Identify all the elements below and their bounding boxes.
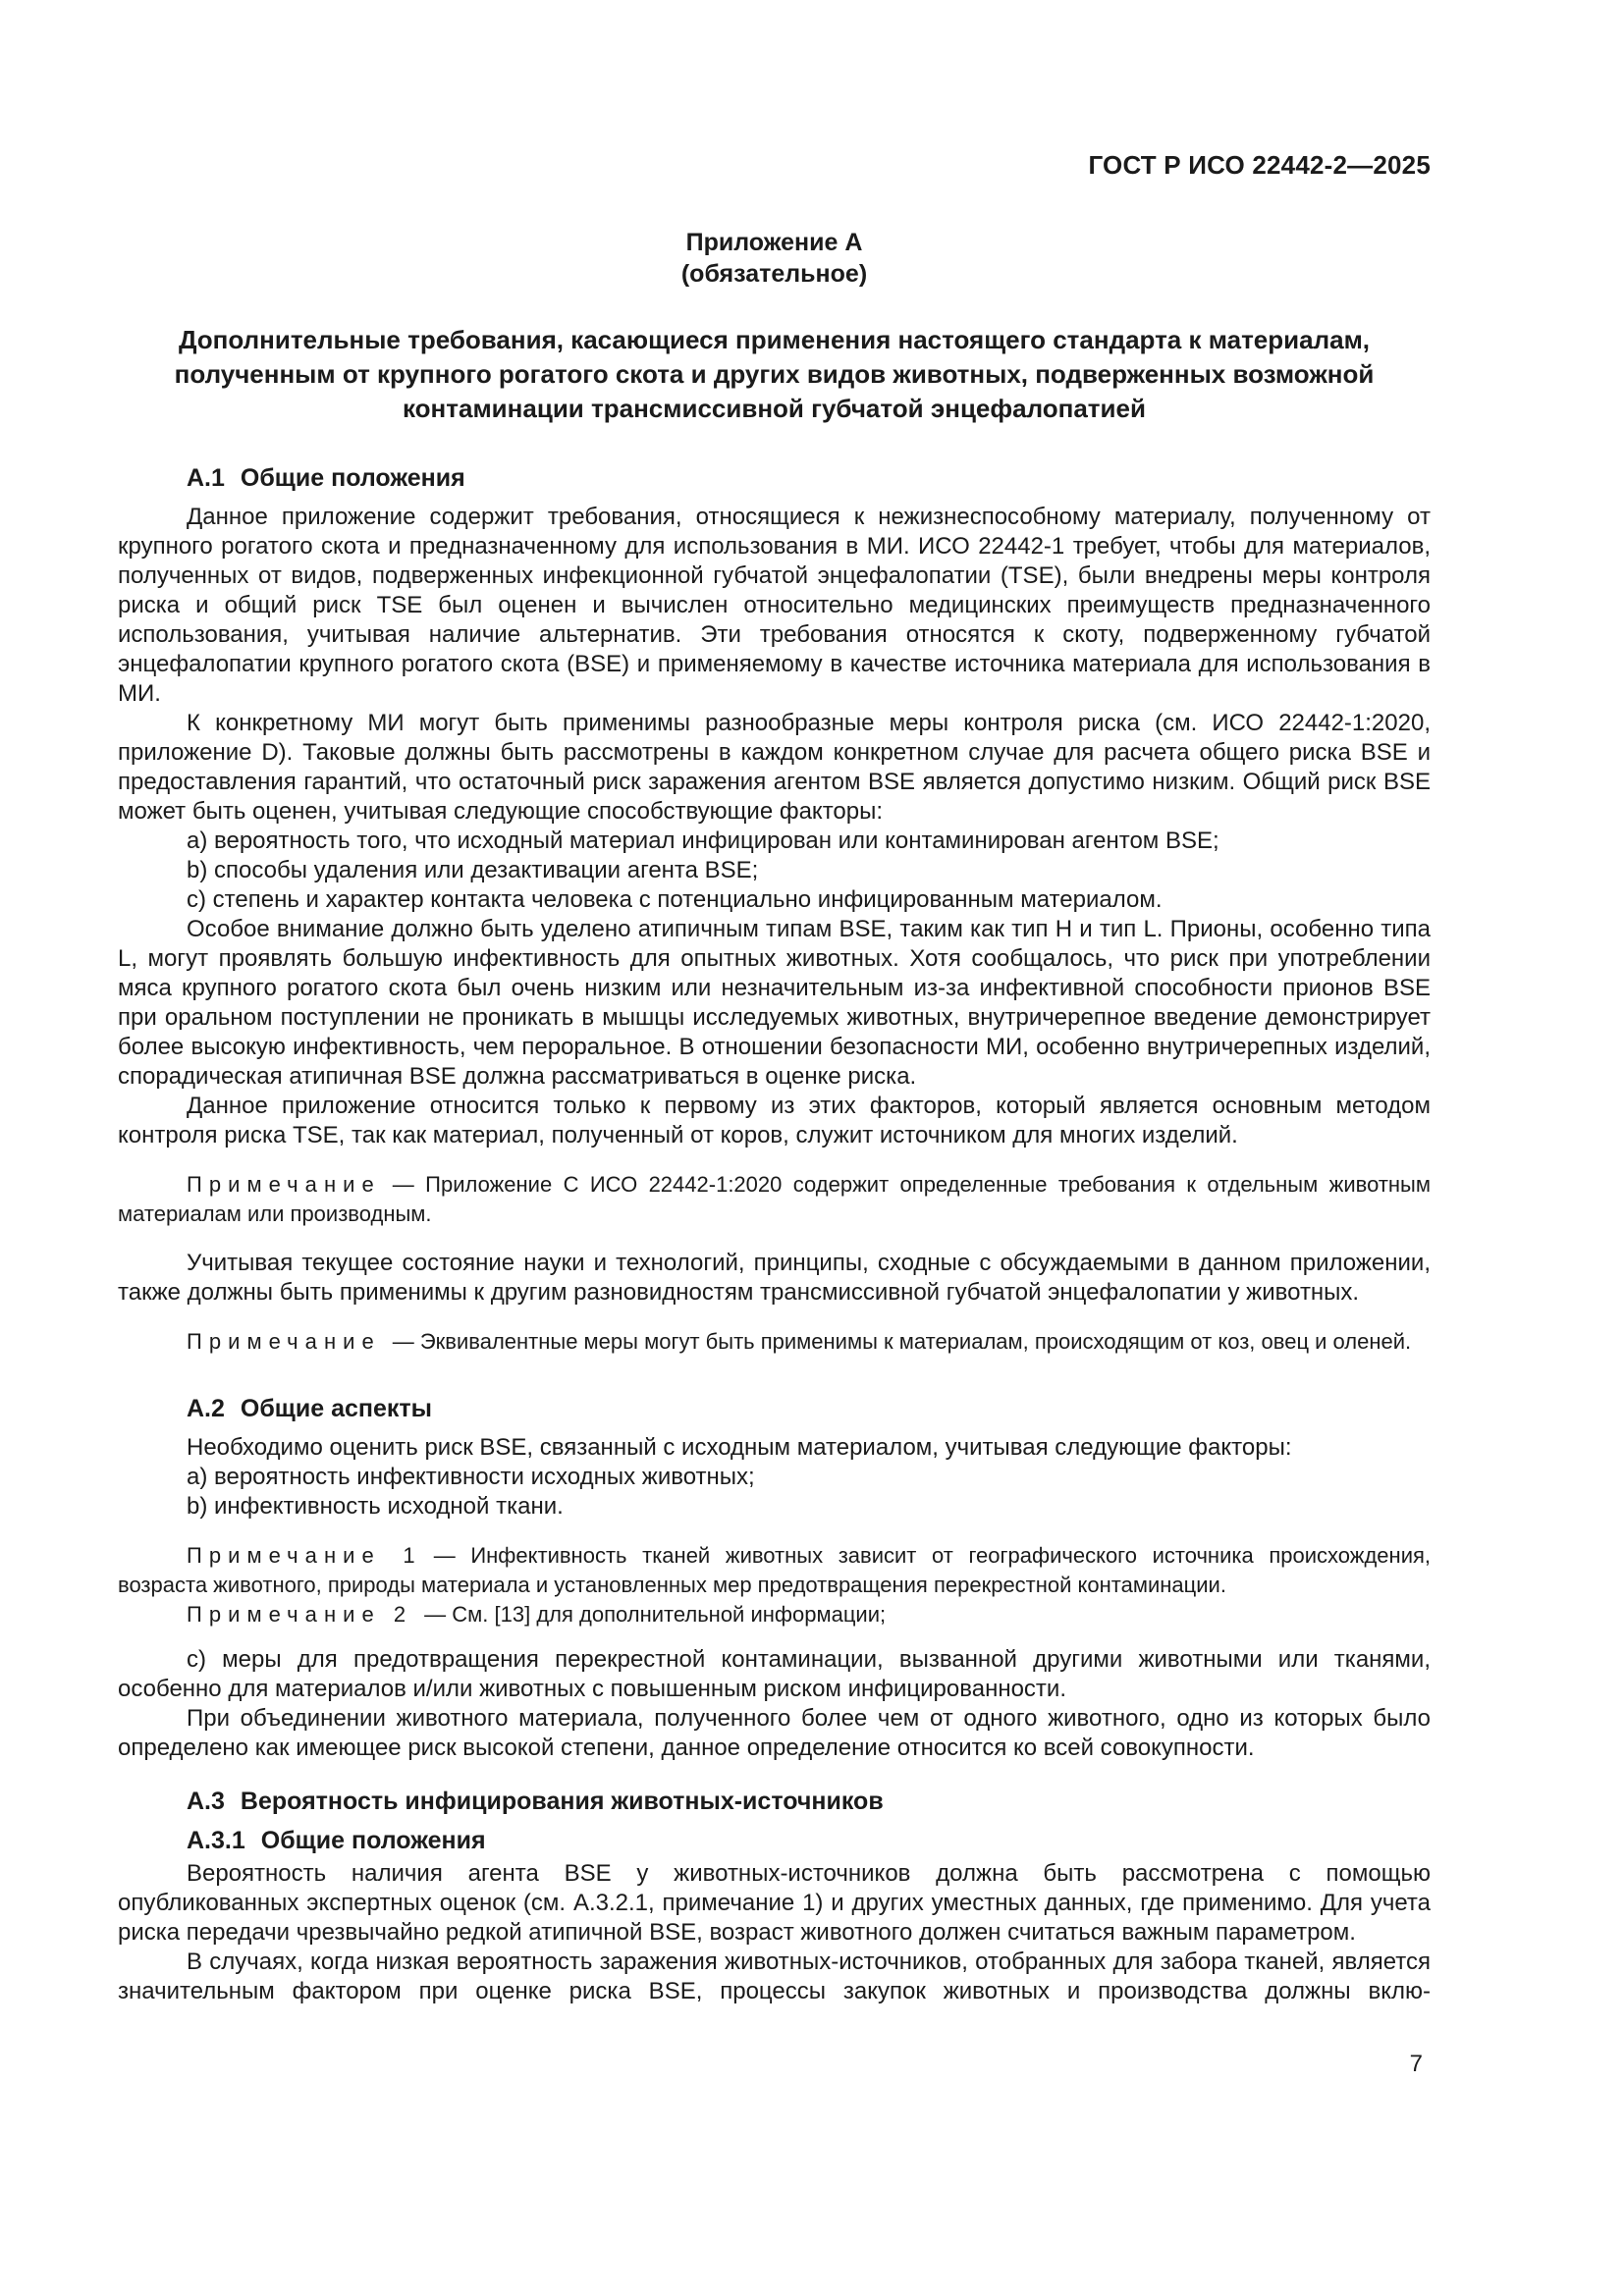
note-label: Примечание 1 <box>187 1543 422 1568</box>
note-label: Примечание <box>187 1172 381 1197</box>
section-title: Общие положения <box>260 1827 486 1854</box>
note-text: — Эквивалентные меры могут быть применимы к материалам, происходящим от коз, овец и оленей. <box>392 1329 1412 1354</box>
list-item: a) вероятность того, что исходный материал инфицирован или контаминирован агентом BSE; <box>187 828 1219 854</box>
note-label: Примечание 2 <box>187 1602 413 1627</box>
paragraph: Данное приложение относится только к первому из этих факторов, который является основным методом контроля риска TSE, так как материал, полученный от коров, служит источником для многих изделий. <box>118 1093 1431 1148</box>
note <box>118 1541 1431 1600</box>
paragraph: Вероятность наличия агента BSE у животных-источников должна быть рассмотрена с помощью опубликованных экспертных оценок (см. А.3.2.1, примечание 1) и других уместных данных, где применимо. Для учета риска передачи чрезвычайно редкой атипичной BSE, возраст животного должен считаться важным параметром. <box>118 1860 1431 1946</box>
paragraph: В случаях, когда низкая вероятность заражения животных-источников, отобранных для забора тканей, является значительным фактором при оценке риска BSE, процессы закупок животных и производства должны вклю- <box>118 1949 1431 2004</box>
list-item: c) меры для предотвращения перекрестной контаминации, вызванной другими животными или тканями, особенно для материалов и/или животных с повышенным риском инфицированности. <box>118 1646 1431 1702</box>
section-heading-a3 <box>187 1787 1431 1816</box>
section-title: Общие положения <box>240 464 465 492</box>
note-text: — Инфективность тканей животных зависит от географического источника происхождения, возраста животного, природы материала и установленных мер предотвращения перекрестной контаминации. <box>118 1543 1432 1597</box>
section-title: Вероятность инфицирования животных-источников <box>240 1788 884 1815</box>
list-item: b) инфективность исходной ткани. <box>187 1493 564 1520</box>
paragraph: Необходимо оценить риск BSE, связанный с исходным материалом, учитывая следующие факторы: <box>187 1434 1292 1461</box>
section-number: А.3 <box>187 1788 225 1815</box>
section-heading-a2 <box>187 1394 1431 1423</box>
note-text: — Приложение C ИСО 22442-1:2020 содержит определенные требования к отдельным животным материалам или производным. <box>118 1172 1431 1226</box>
section-number: А.3.1 <box>187 1827 245 1854</box>
section-heading-a31 <box>187 1826 1431 1855</box>
list-item: c) степень и характер контакта человека с потенциально инфицированным материалом. <box>187 886 1163 913</box>
section-heading-a1 <box>187 463 1431 493</box>
section-number: А.2 <box>187 1395 225 1422</box>
paragraph: При объединении животного материала, полученного более чем от одного животного, одно из которых было определено как имеющее риск высокой степени, данное определение относится ко всей совокупности. <box>118 1705 1431 1761</box>
page-number: 7 <box>1409 2051 1423 2077</box>
document-code: ГОСТ Р ИСО 22442-2—2025 <box>1088 150 1431 180</box>
annex-kind: (обязательное) <box>680 260 868 288</box>
note-label: Примечание <box>187 1329 381 1354</box>
list-item: b) способы удаления или дезактивации агента BSE; <box>187 857 759 883</box>
note <box>118 1327 1431 1357</box>
paragraph: К конкретному МИ могут быть применимы разнообразные меры контроля риска (см. ИСО 22442-1:2020, приложение D). Таковые должны быть рассмотрены в каждом конкретном случае для расчета общего риска BSE и предоставления гарантий, что остаточный риск заражения агентом BSE является допустимо низким. Общий риск BSE может быть оценен, учитывая следующие способствующие факторы: <box>118 710 1431 825</box>
section-title: Общие аспекты <box>240 1395 433 1422</box>
paragraph: Учитывая текущее состояние науки и технологий, принципы, сходные с обсуждаемыми в данном приложении, также должны быть применимы к другим разновидностям трансмиссивной губчатой энцефалопатии у животных. <box>118 1250 1431 1306</box>
annex-title: Дополнительные требования, касающиеся применения настоящего стандарта к материалам, полученным от крупного рогатого скота и других видов животных, подверженных возможной контаминации трансмиссивной губчатой энцефалопатией <box>174 325 1375 423</box>
list-item: a) вероятность инфективности исходных животных; <box>187 1464 755 1490</box>
paragraph: Особое внимание должно быть уделено атипичным типам BSE, таким как тип H и тип L. Прионы, особенно типа L, могут проявлять большую инфективность для опытных животных. Хотя сообщалось, что риск при употреблении мяса крупного рогатого скота был очень низким или незначительным из-за инфективной способности прионов BSE при оральном поступлении не проникать в мышцы исследуемых животных, внутричерепное введение демонстрирует более высокую инфективность, чем пероральное. В отношении безопасности МИ, особенно внутричерепных изделий, спорадическая атипичная BSE должна рассматриваться в оценке риска. <box>118 916 1431 1090</box>
annex-label: Приложение А <box>685 229 863 256</box>
section-number: А.1 <box>187 464 225 492</box>
paragraph: Данное приложение содержит требования, относящиеся к нежизнеспособному материалу, полученному от крупного рогатого скота и предназначенному для использования в МИ. ИСО 22442-1 требует, чтобы для материалов, полученных от видов, подверженных инфекционной губчатой энцефалопатии (TSE), были внедрены меры контроля риска и общий риск TSE был оценен и вычислен относительно медицинских преимуществ предназначенного использования, учитывая наличие альтернатив. Эти требования относятся к скоту, подверженному губчатой энцефалопатии крупного рогатого скота (BSE) и применяемому в качестве источника материала для использования в МИ. <box>118 504 1431 707</box>
note <box>118 1170 1431 1229</box>
note-text: — См. [13] для дополнительной информации; <box>424 1602 887 1627</box>
note <box>118 1600 1431 1629</box>
